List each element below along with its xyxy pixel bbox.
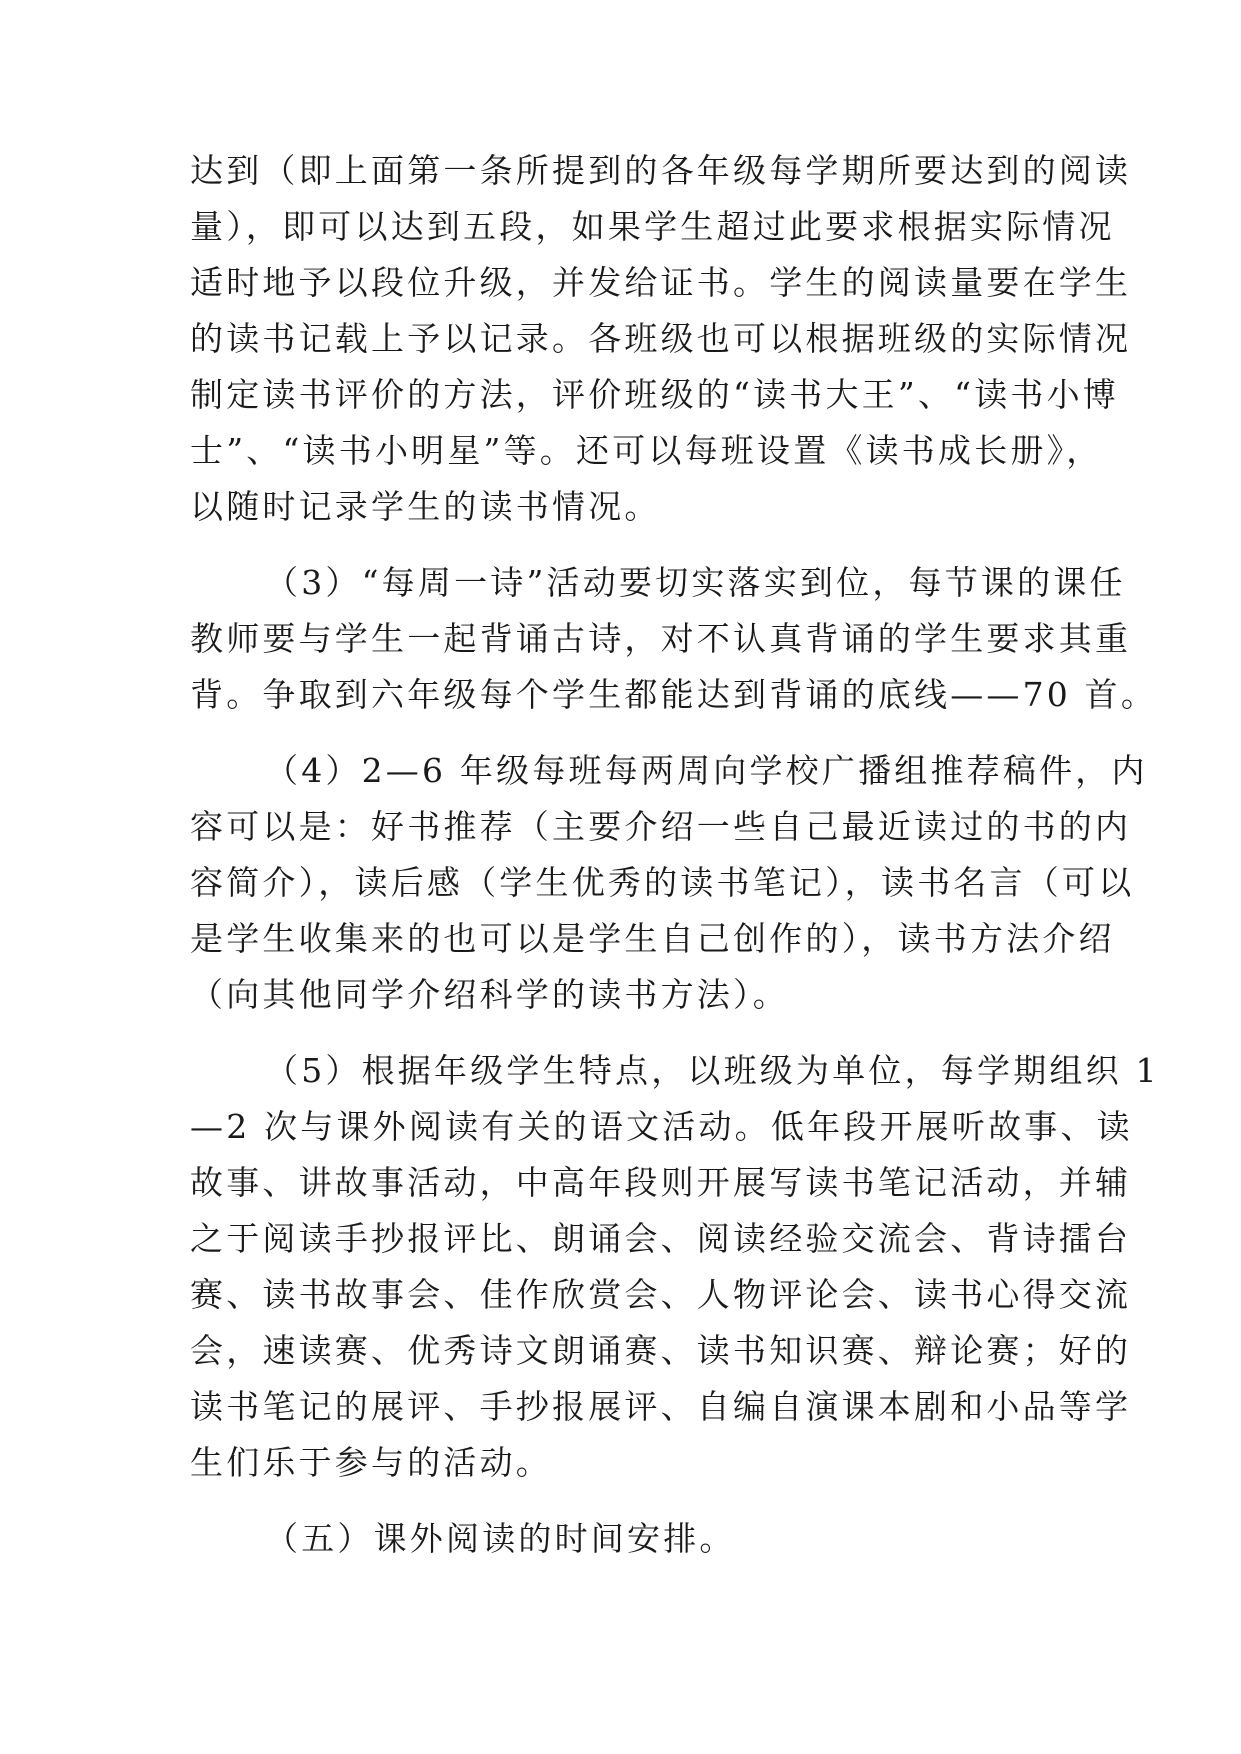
body-text-line: —2 次与课外阅读有关的语文活动。低年段开展听故事、读 — [190, 1107, 1133, 1146]
body-text-line: 读书笔记的展评、手抄报展评、自编自演课本剧和小品等学 — [190, 1387, 1132, 1426]
body-text-line: 是学生收集来的也可以是学生自己创作的），读书方法介绍 — [190, 919, 1115, 958]
body-text-line: 士”、“读书小明星”等。还可以每班设置《读书成长册》， — [190, 431, 1103, 470]
body-text-line: 的读书记载上予以记录。各班级也可以根据班级的实际情况 — [190, 319, 1132, 358]
body-text-line: 赛、读书故事会、佳作欣赏会、人物评论会、读书心得交流 — [190, 1275, 1132, 1314]
body-text-line: 制定读书评价的方法，评价班级的“读书大王”、“读书小博 — [190, 375, 1120, 414]
body-text-line: 故事、讲故事活动，中高年段则开展写读书笔记活动，并辅 — [190, 1163, 1132, 1202]
body-text-line: 背。争取到六年级每个学生都能达到背诵的底线——70 首。 — [190, 675, 1158, 714]
body-text-line: 以随时记录学生的读书情况。 — [190, 487, 661, 526]
body-text-line: 教师要与学生一起背诵古诗，对不认真背诵的学生要求其重 — [190, 619, 1132, 658]
body-text-line: （向其他同学介绍科学的读书方法）。 — [190, 975, 789, 1014]
paragraph-5-first-line: （5）根据年级学生特点，以班级为单位，每学期组织 1 — [265, 1051, 1160, 1090]
section-heading: （五）课外阅读的时间安排。 — [265, 1519, 736, 1558]
paragraph-3-first-line: （3）“每周一诗”活动要切实落实到位，每节课的课任 — [265, 563, 1126, 602]
body-text-line: 达到（即上面第一条所提到的各年级每学期所要达到的阅读 — [190, 151, 1132, 190]
body-text-line: 之于阅读手抄报评比、朗诵会、阅读经验交流会、背诗擂台 — [190, 1219, 1132, 1258]
body-text-line: 量），即可以达到五段，如果学生超过此要求根据实际情况 — [190, 207, 1115, 246]
body-text-line: 适时地予以段位升级，并发给证书。学生的阅读量要在学生 — [190, 263, 1132, 302]
body-text-line: 容可以是：好书推荐（主要介绍一些自己最近读过的书的内 — [190, 807, 1132, 846]
paragraph-4-first-line: （4）2—6 年级每班每两周向学校广播组推荐稿件，内 — [265, 751, 1148, 790]
body-text-line: 生们乐于参与的活动。 — [190, 1443, 552, 1482]
body-text-line: 容简介），读后感（学生优秀的读书笔记），读书名言（可以 — [190, 863, 1135, 902]
body-text-line: 会，速读赛、优秀诗文朗诵赛、读书知识赛、辩论赛；好的 — [190, 1331, 1132, 1370]
